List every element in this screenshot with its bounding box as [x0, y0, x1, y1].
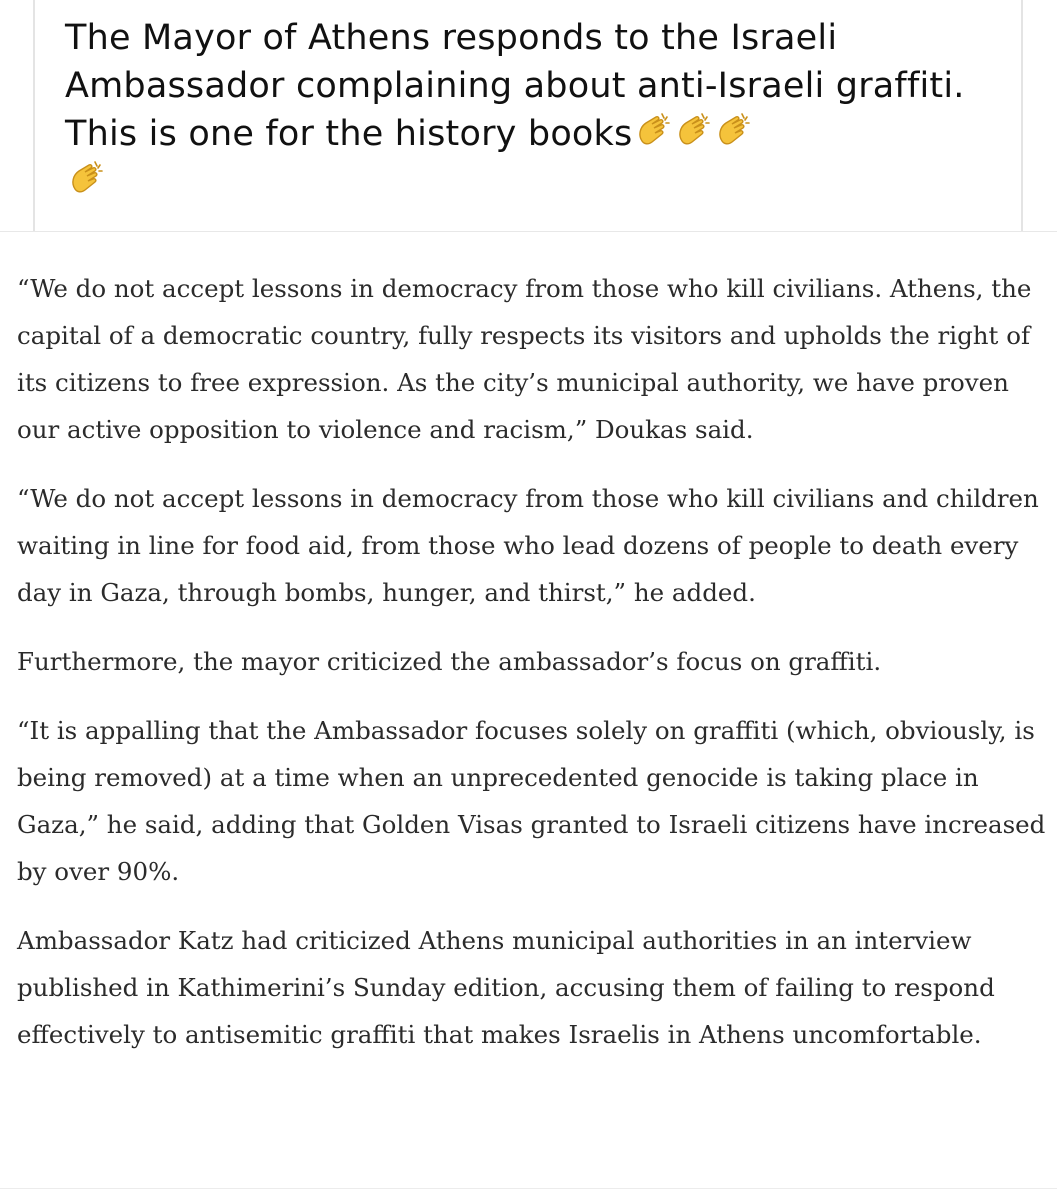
post-text	[65, 14, 1005, 206]
article-paragraph: “We do not accept lessons in democracy from those who kill civilians. Athens, the capital of a democratic country, fully respects its visitors and upholds the right of its citizens to free expression. As the city’s municipal authority, we have proven our active opposition to violence and racism,” Doukas said.	[17, 274, 1032, 444]
article-excerpt	[17, 265, 1052, 1080]
bottom-edge	[0, 1188, 1057, 1201]
article-paragraph: “We do not accept lessons in democracy from those who kill civilians and children waiting in line for food aid, from those who lead dozens of people to death every day in Gaza, through bombs, hunger, and thirst,” he added.	[17, 484, 1039, 607]
article-paragraph: Ambassador Katz had criticized Athens municipal authorities in an interview published in Kathimerini’s Sunday edition, accusing them of failing to respond effectively to antisemitic graffiti that makes Israelis in Athens uncomfortable.	[17, 926, 995, 1049]
article-paragraph: Furthermore, the mayor criticized the ambassador’s focus on graffiti.	[17, 647, 882, 676]
clapping-hands-icon	[712, 111, 752, 151]
post-text-body: The Mayor of Athens responds to the Israeli Ambassador complaining about anti-Israeli graffiti. This is one for the history books	[65, 18, 965, 154]
clapping-hands-icon	[632, 111, 672, 151]
divider	[0, 231, 1057, 232]
clapping-hands-icon	[672, 111, 712, 151]
article-paragraph: “It is appalling that the Ambassador focuses solely on graffiti (which, obviously, is being removed) at a time when an unprecedented genocide is taking place in Gaza,” he said, adding that Golden Visas granted to Israeli citizens have increased by over 90%.	[17, 716, 1046, 886]
clapping-hands-icon	[65, 159, 105, 199]
